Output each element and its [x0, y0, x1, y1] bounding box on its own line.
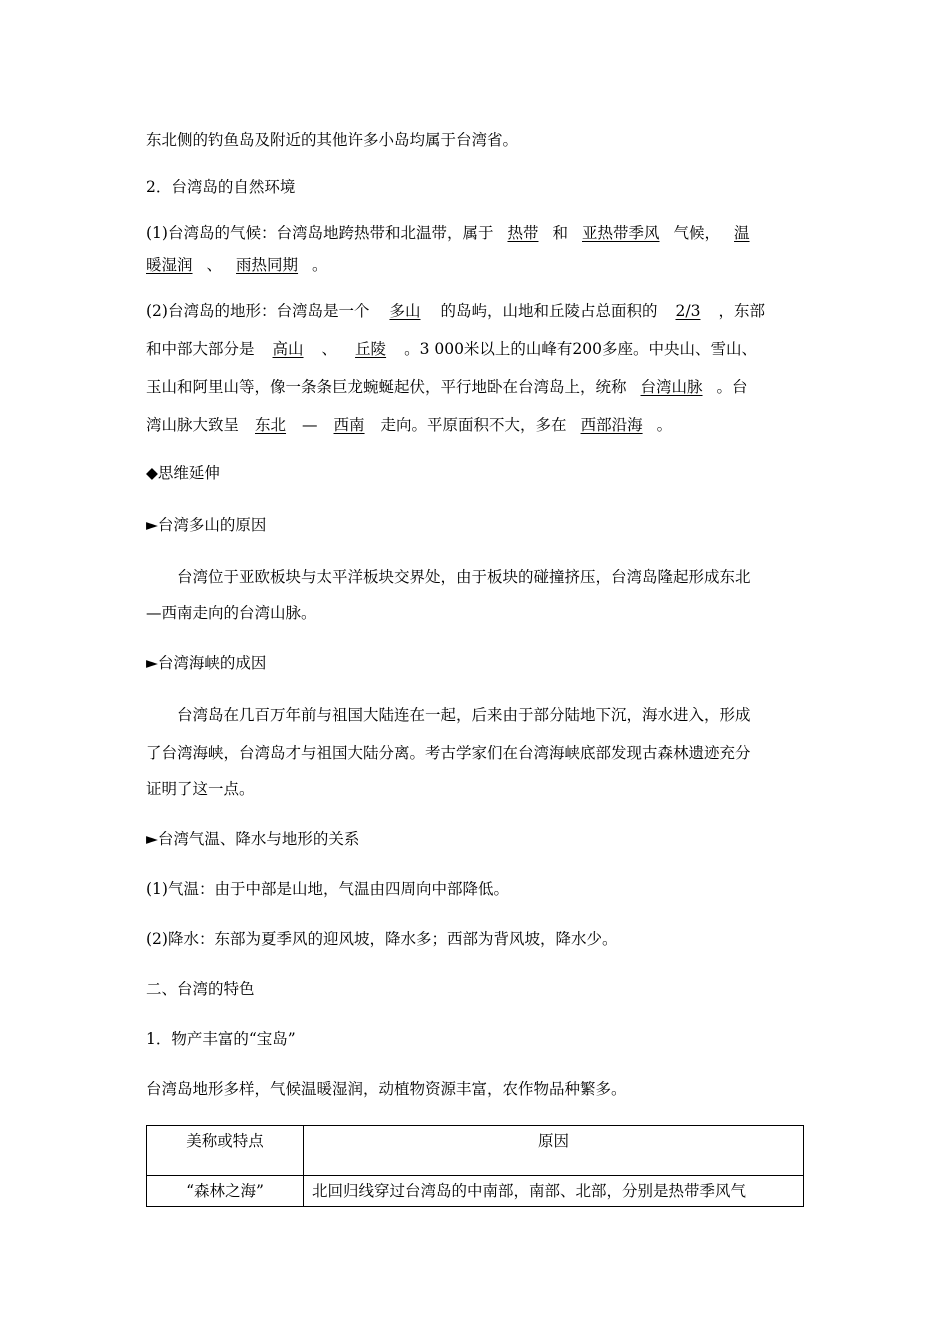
topic-strait-text-line3: 证明了这一点。	[146, 780, 255, 798]
heading-natural-environment: 2．台湾岛的自然环境	[146, 178, 296, 196]
climate-paragraph-line1: (1)台湾岛的气候：台湾岛地跨热带和北温带，属于 热带 和 亚热带季风 气候， 温	[146, 224, 750, 242]
climate-blank-2: 亚热带季风	[582, 224, 660, 242]
features-table	[146, 1125, 804, 1207]
terrain-blank-4: 丘陵	[355, 340, 387, 358]
thinking-extension-heading: ◆思维延伸	[146, 464, 220, 482]
terrain-line3: 玉山和阿里山等，像一条条巨龙蜿蜒起伏，平行地卧在台湾岛上，统称 台湾山脉 。台	[146, 378, 748, 396]
table-header-row	[147, 1126, 804, 1176]
intro-line: 东北侧的钓鱼岛及附近的其他许多小岛均属于台湾省。	[146, 131, 519, 149]
terrain-line4: 湾山脉大致呈 东北 — 西南 走向。平原面积不大，多在 西部沿海 。	[146, 416, 673, 434]
table-row	[147, 1176, 804, 1207]
section-taiwan-features: 二、台湾的特色	[146, 980, 255, 998]
terrain-line2: 和中部大部分是 高山 、 丘陵 。3 000米以上的山峰有200多座。中央山、雪山、	[146, 340, 758, 358]
heading-treasure-island: 1．物产丰富的“宝岛”	[146, 1030, 296, 1048]
climate-blank-3b: 暖湿润	[146, 256, 193, 274]
climate-paragraph-line2: 暖湿润 、 雨热同期 。	[146, 256, 328, 274]
treasure-island-text: 台湾岛地形多样，气候温暖湿润，动植物资源丰富，农作物品种繁多。	[146, 1080, 627, 1098]
table-cell-name: “森林之海”	[147, 1176, 304, 1207]
terrain-blank-2: 2/3	[675, 302, 701, 320]
terrain-blank-7: 西南	[333, 416, 365, 434]
topic-climate-temperature: (1)气温：由于中部是山地，气温由四周向中部降低。	[146, 880, 509, 898]
terrain-blank-8: 西部沿海	[580, 416, 643, 434]
terrain-line1: (2)台湾岛的地形：台湾岛是一个 多山 的岛屿，山地和丘陵占总面积的 2/3 ，东部	[146, 302, 765, 320]
terrain-blank-5: 台湾山脉	[640, 378, 703, 396]
climate-blank-3a: 温	[734, 224, 750, 242]
topic-climate-title: ►台湾气温、降水与地形的关系	[146, 830, 360, 848]
topic-mountains-text-line2: —西南走向的台湾山脉。	[146, 604, 317, 622]
table-header-reason: 原因	[304, 1126, 804, 1176]
climate-blank-4: 雨热同期	[236, 256, 299, 274]
topic-strait-text-line1: 台湾岛在几百万年前与祖国大陆连在一起，后来由于部分陆地下沉，海水进入，形成	[177, 706, 751, 724]
table-cell-reason: 北回归线穿过台湾岛的中南部，南部、北部，分别是热带季风气	[304, 1176, 804, 1207]
table-header-name: 美称或特点	[147, 1126, 304, 1176]
topic-strait-text-line2: 了台湾海峡，台湾岛才与祖国大陆分离。考古学家们在台湾海峡底部发现古森林遗迹充分	[146, 744, 751, 762]
topic-mountains-title: ►台湾多山的原因	[146, 516, 267, 534]
topic-mountains-text-line1: 台湾位于亚欧板块与太平洋板块交界处，由于板块的碰撞挤压，台湾岛隆起形成东北	[177, 568, 751, 586]
terrain-blank-1: 多山	[389, 302, 421, 320]
topic-climate-rainfall: (2)降水：东部为夏季风的迎风坡，降水多；西部为背风坡，降水少。	[146, 930, 618, 948]
terrain-blank-6: 东北	[255, 416, 287, 434]
terrain-blank-3: 高山	[272, 340, 304, 358]
climate-blank-1: 热带	[507, 224, 539, 242]
topic-strait-title: ►台湾海峡的成因	[146, 654, 267, 672]
